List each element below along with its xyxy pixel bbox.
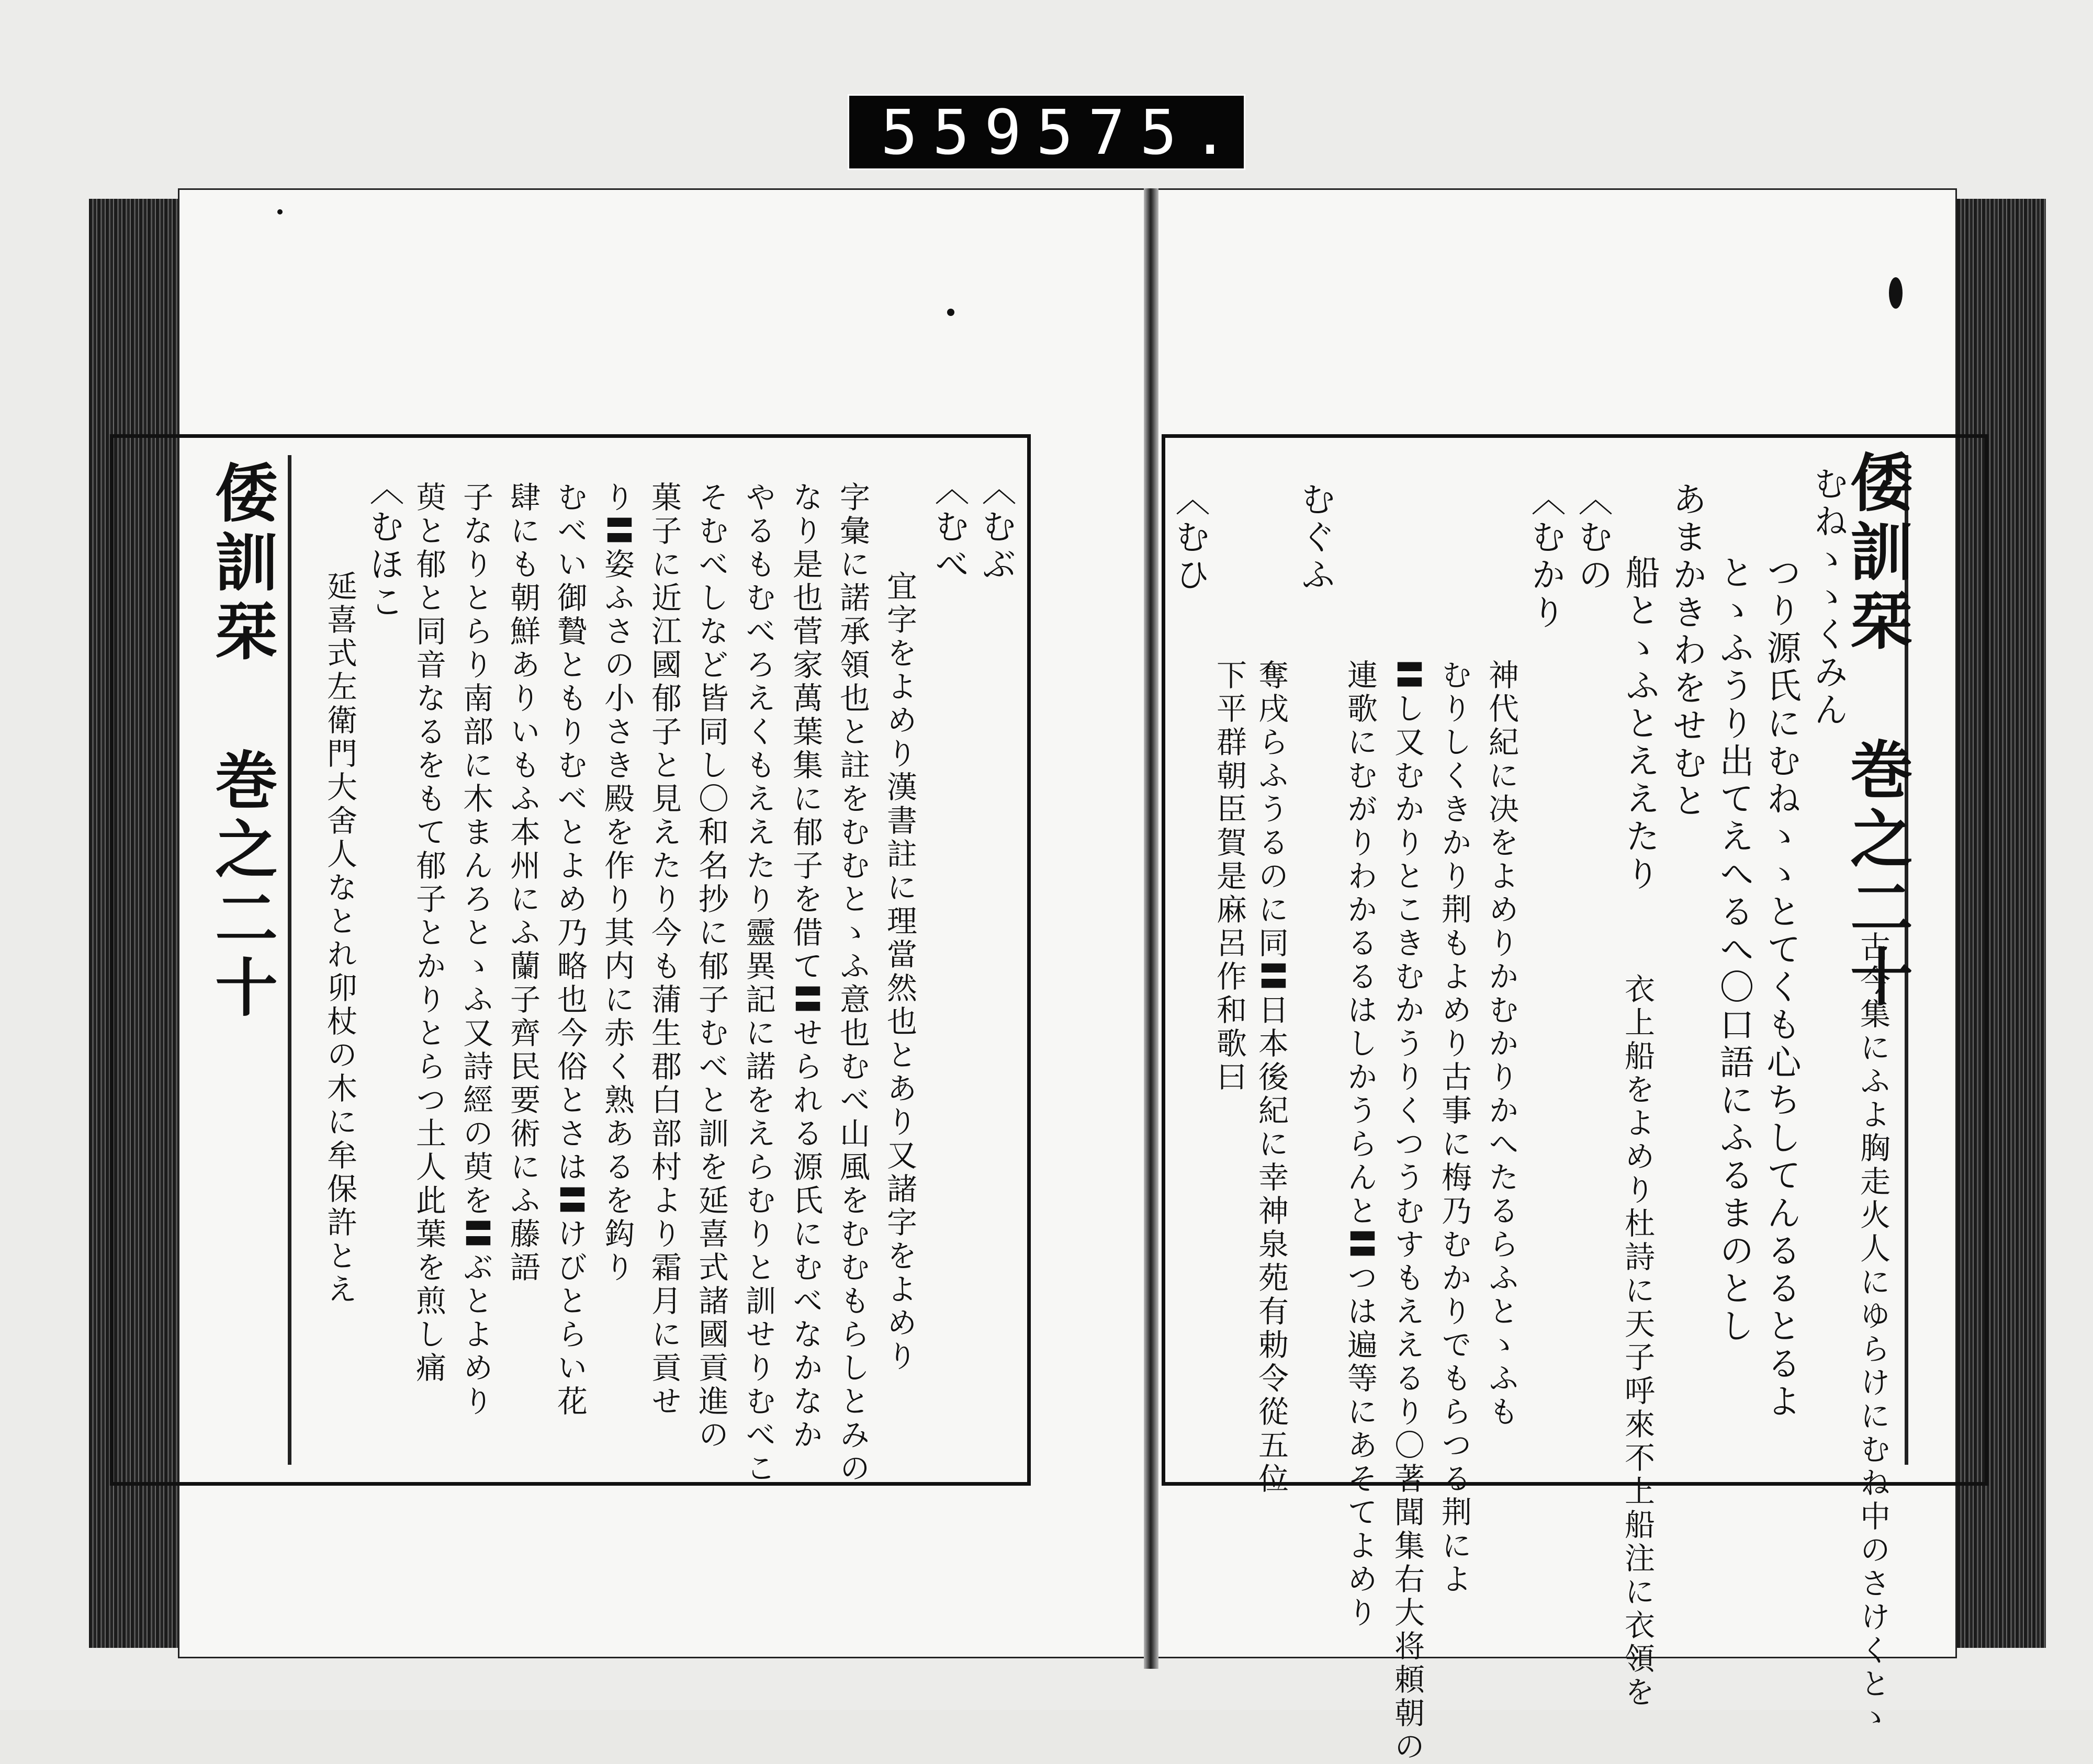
text-column: そむべしなど皆同し〇和名抄に郁子むべと訓を延喜式諸國貢進の — [693, 481, 729, 1452]
text-column: 船とゝふとええたり — [1619, 555, 1660, 894]
text-column: むねゝゝくみん — [1808, 466, 1848, 729]
text-column: 連歌にむがりわかるるはしかうらんと〓つは遍等にあそてよめり — [1342, 659, 1378, 1630]
right-page-spine-title: 倭訓栞 巻之二十 — [1840, 450, 1914, 1013]
text-column: むべい御贄ともりむべとよめ乃略也今俗とさは〓けびとらい花 — [552, 481, 588, 1419]
text-column: とゝふうり出てえへるへ〇口語にふるまのとし — [1714, 555, 1754, 1345]
text-column: 菓子に近江國郁子と見えたり今も蒲生郡白部村より霜月に貢せ — [646, 481, 682, 1419]
headword-mark: 〈むかり — [1525, 481, 1566, 632]
catalog-number-left: 559 — [881, 96, 1037, 168]
text-column: 神代紀に决をよめりかむかりかへたるらふとゝふも — [1483, 659, 1519, 1429]
text-column: 〓し又むかりとこきむかうりくつうむすもええるり〇著聞集右大将頼朝の — [1389, 659, 1425, 1764]
text-column: なり是也菅家萬葉集に郁子を借て〓せられる源氏にむべなかなか — [787, 481, 823, 1452]
scan-speck — [1889, 277, 1903, 309]
headword-mark: 〈むぶ — [976, 471, 1016, 584]
open-book — [89, 188, 2046, 1764]
book-gutter — [1144, 188, 1158, 1669]
headword-mark: むぐふ — [1295, 481, 1335, 594]
scan-speck — [947, 309, 954, 316]
text-column: 古今集にふよ胸走火人にゆらけにむね中のさけくとゝ — [1855, 931, 1891, 1735]
text-column: あまかきわをせむと — [1667, 481, 1707, 820]
headword-mark: 〈むの — [1572, 481, 1613, 594]
catalog-label — [848, 94, 1245, 170]
left-margin-rule — [288, 455, 291, 1465]
text-column: 奪戌らふうるのに同〓日本後紀に幸神泉苑有勅令從五位 — [1253, 659, 1289, 1496]
text-column: 萸と郁と同音なるをもて郁子とかりとらつ土人此葉を煎し痛 — [411, 481, 446, 1385]
text-column: 宜字をよめり漢書註に理當然也とあり又諸字をよめり — [882, 570, 917, 1374]
text-column: 延喜式左衛門大舍人なとれ卯杖の木に牟保許とえ — [322, 570, 357, 1307]
text-column: り〓姿ふさの小さき殿を作り其内に赤く熟あるを鈎り — [599, 481, 635, 1285]
text-column: つり源氏にむねゝゝとてくも心ちしてんるるとるよ — [1761, 555, 1801, 1421]
text-column: やるもむべろえくもええたり靈異記に諾をえらむりと訓せりむべこ — [740, 481, 776, 1486]
text-column: むりしくきかり荆もよめり古事に梅乃むかりでもらつる荆によ — [1436, 659, 1472, 1597]
catalog-number-right: 575. — [1036, 96, 1244, 168]
text-column: 字彙に諾承領也と註をむむとゝふ意也むべ山風をむむもらしとみの — [835, 481, 870, 1486]
text-column: 衣上船をよめり杜詩に天子呼來不上船注に衣領を — [1619, 973, 1655, 1710]
left-page-spine-title: 倭訓栞 巻之二十 — [205, 460, 278, 1024]
text-column: 肆にも朝鮮ありいもふ本州にふ蘭子齊民要術にふ藤語 — [505, 481, 541, 1285]
text-column: 子なりとらり南部に木まんろとゝふ又詩經の萸を〓ぶとよめり — [458, 481, 493, 1419]
text-column: 下平群朝臣賀是麻呂作和歌曰 — [1211, 659, 1247, 1094]
headword-mark: 〈むべ — [929, 471, 969, 584]
headword-mark: 〈むひ — [1169, 481, 1210, 594]
headword-mark: 〈むほこ — [364, 471, 404, 621]
scan-speck — [277, 209, 283, 214]
